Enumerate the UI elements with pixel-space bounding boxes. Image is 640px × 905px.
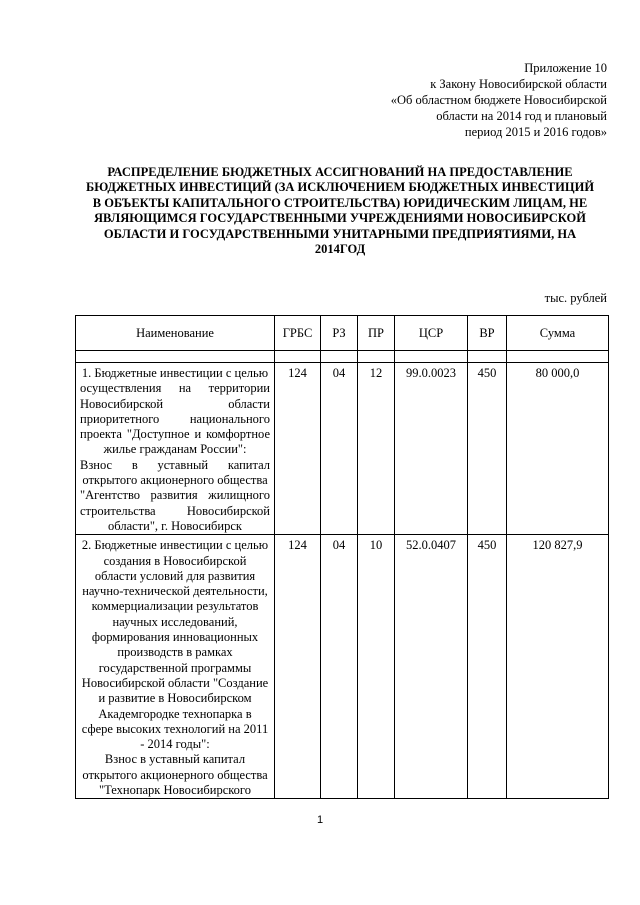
name-line: открытого акционерного общества [82,767,268,782]
title-line: ОБЛАСТИ И ГОСУДАРСТВЕННЫМИ УНИТАРНЫМИ ПРЕДПРИЯТИЯМИ, НА [103,226,577,241]
name-line: строительства Новосибирской [80,503,270,518]
budget-table [75,315,609,799]
appendix-line: Приложение 10 [524,61,607,75]
table-spacer-row [76,351,609,363]
title-line: БЮДЖЕТНЫХ ИНВЕСТИЦИЙ (ЗА ИСКЛЮЧЕНИЕМ БЮДЖЕТНЫХ ИНВЕСТИЦИЙ [85,180,595,195]
name-line: сфере высоких технологий на 2011 [81,721,269,736]
cell-sum: 120 827,9 [507,535,609,799]
title-line: РАСПРЕДЕЛЕНИЕ БЮДЖЕТНЫХ АССИГНОВАНИЙ НА ПРЕДОСТАВЛЕНИЕ [107,165,573,179]
name-line: и развитие в Новосибирском [98,691,252,706]
cell-vr: 450 [468,535,507,799]
row-name [76,363,275,535]
name-line: формирования инновационных [91,630,259,645]
header-grbs: ГРБС [275,316,321,351]
cell-grbs: 124 [275,535,321,799]
cell-rz: 04 [321,535,358,799]
cell-csr: 99.0.0023 [395,363,468,535]
page-number: 1 [316,814,324,826]
name-line: производств в рамках [117,645,233,660]
name-line: Академгородке технопарка в [98,706,252,721]
title-line: ЯВЛЯЮЩИМСЯ ГОСУДАРСТВЕННЫМИ УЧРЕЖДЕНИЯМИ НОВОСИБИРСКОЙ [94,211,586,226]
name-line: - 2014 годы": [140,737,210,752]
appendix-line: к Закону Новосибирской области [430,77,607,91]
name-line: научно-технической деятельности, [82,584,268,599]
header-csr: ЦСР [395,316,468,351]
name-line: приоритетного национального [80,411,270,426]
cell-grbs: 124 [275,363,321,535]
document-title [72,165,608,257]
name-line: осуществления на территории [80,381,270,396]
name-line: области условий для развития [94,568,256,583]
name-line: Новосибирской области [80,396,270,411]
name-line: Взнос в уставный капитал [80,457,270,472]
title-line: 2014ГОД [314,242,366,257]
table-row [76,363,609,535]
name-line: открытого акционерного общества [82,473,268,488]
appendix-header [320,60,607,140]
name-line: Взнос в уставный капитал [104,752,246,767]
cell-pr: 10 [358,535,395,799]
table-row [76,535,609,799]
name-line: 2. Бюджетные инвестиции с целью [81,538,269,553]
name-line: коммерциализации результатов [91,599,259,614]
appendix-line: области на 2014 год и плановый [436,109,607,123]
cell-sum: 80 000,0 [507,363,609,535]
header-pr: ПР [358,316,395,351]
name-line: Новосибирской области "Создание [81,675,269,690]
header-name: Наименование [76,316,275,351]
appendix-line: период 2015 и 2016 годов» [464,125,607,139]
row-name [76,535,275,799]
table-header-row [76,316,609,351]
name-line: проекта "Доступное и комфортное [80,427,270,442]
name-line: 1. Бюджетные инвестиции с целью [81,366,269,380]
header-rz: РЗ [321,316,358,351]
appendix-line: «Об областном бюджете Новосибирской [390,93,607,107]
header-sum: Сумма [507,316,609,351]
name-line: научных исследований, [112,614,238,629]
name-line: "Технопарк Новосибирского [98,783,251,798]
name-line: "Агентство развития жилищного [80,488,270,503]
cell-rz: 04 [321,363,358,535]
cell-pr: 12 [358,363,395,535]
name-line: области", г. Новосибирск [108,518,242,533]
name-line: создания в Новосибирской [103,553,247,568]
name-line: жилье гражданам России": [103,442,247,457]
header-vr: ВР [468,316,507,351]
cell-vr: 450 [468,363,507,535]
title-line: В ОБЪЕКТЫ КАПИТАЛЬНОГО СТРОИТЕЛЬСТВА) ЮРИДИЧЕСКИМ ЛИЦАМ, НЕ [92,195,588,210]
cell-csr: 52.0.0407 [395,535,468,799]
name-line: государственной программы [98,660,252,675]
units-label: тыс. рублей [544,291,607,305]
